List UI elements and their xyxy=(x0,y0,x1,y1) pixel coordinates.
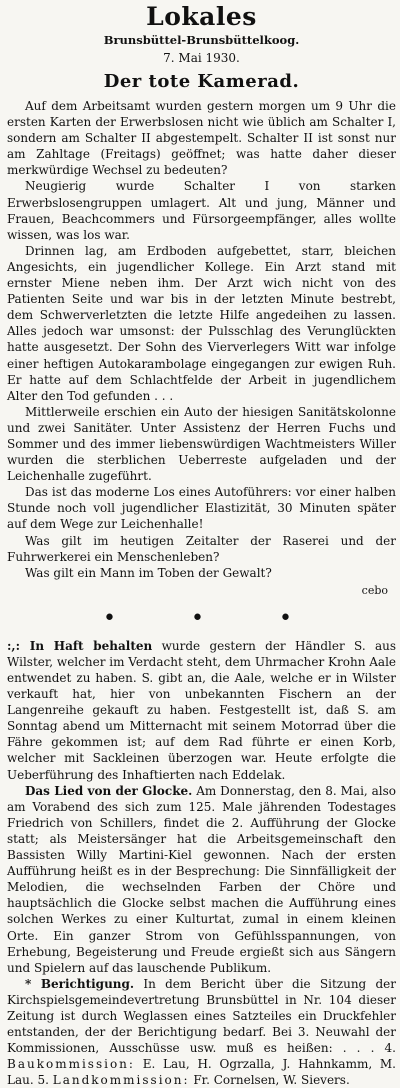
article-paragraph: Auf dem Arbeitsamt wurden gestern morgen um 9 Uhr die ersten Karten der Erwerbslosen nicht wie üblich am Schalter I, sondern am Schalter II abgestempelt. Schalter II ist sonst nur am Zahltage (Freitags) geöffnet; was hatte daher dieser merkwürdige Wechsel zu bedeuten? xyxy=(7,99,396,178)
news-text: Fr. Cornelsen, W. Sievers. xyxy=(189,1073,350,1088)
section-title: Lokales xyxy=(146,2,257,31)
article-paragraph: Was gilt ein Mann im Toben der Gewalt? xyxy=(25,565,272,580)
masthead xyxy=(7,3,396,65)
news-text: In dem Bericht über die Sitzung der Kirchspielsgemeindevertretung Brunsbüttel in Nr. 104 dieser Zeitung ist durch Weglassen eines Satzteiles ein Druckfehler entstanden, der der Berichtigung bedarf. Bei 3. Neuwahl der Kommissionen, Ausschüsse usw. muß es heißen: . . . 4. xyxy=(7,976,396,1056)
article-paragraph: Was gilt im heutigen Zeitalter der Raserei und der Fuhrwerkerei ein Menschenleben? xyxy=(7,533,396,564)
label-landkommission: Landkommission: xyxy=(52,1073,190,1088)
local-news xyxy=(7,638,396,1088)
author-signature: cebo xyxy=(361,583,388,597)
news-text: E. Lau, H. Ogrzalla, J. Hahnkamm, M. Lau. 5. xyxy=(7,1057,396,1088)
article-paragraph: Das ist das moderne Los eines Autoführers: vor einer halben Stunde noch voll jugendlicher Elastizität, 30 Minuten später auf dem Wege zur Leichenhalle! xyxy=(7,485,396,532)
news-lead: * Berichtigung. xyxy=(25,976,135,991)
label-baukommission: Baukommission: xyxy=(7,1057,135,1072)
issue-date: 7. Mai 1930. xyxy=(163,51,240,65)
section-subtitle: Brunsbüttel-Brunsbüttelkoog. xyxy=(103,33,300,47)
news-text: Am Donnerstag, den 8. Mai, also am Vorabend des sich zum 125. Male jährenden Todestages Friedrich von Schillers, findet die 2. Aufführung der Glocke statt; als Meistersänger hat die Arbeitsgemeinschaft den Bassisten Willy Martini-Kiel gewonnen. Nach der ersten Aufführung heißt es in der Besprechung: Die Sinnfälligkeit der Melodien, die wechselnden Farben der Chöre und hauptsächlich die Glocke selbst machen die Aufführung eines solchen Werkes zu einer Kulturtat, zumal in einem kleinen Orte. Ein ganzer Strom von Gefühlsspannungen, von Erhebung, Begeisterung und Freude ergießt sich aus Sängern und Spielern auf das lauschende Publikum. xyxy=(7,783,396,975)
news-item-glocke xyxy=(7,783,396,976)
article-headline: Der tote Kamerad. xyxy=(103,71,300,92)
news-lead: Das Lied von der Glocke. xyxy=(25,783,193,798)
article-body xyxy=(7,98,396,581)
article-paragraph: Neugierig wurde Schalter I von starken Erwerbslosengruppen umlagert. Alt und jung, Männer und Frauen, Beachcommers und Fürsorgeempfänger, alles wollte wissen, was los war. xyxy=(7,179,396,242)
news-item-berichtigung xyxy=(7,976,396,1088)
article-paragraph: Drinnen lag, am Erdboden aufgebettet, starr, bleichen Angesichts, ein jugendlicher Kollege. Ein Arzt stand mit ernster Miene neben ihm. Der Arzt wich nicht von des Patienten Seite und war bis in der letzten Minute bestrebt, dem Schwerverletzten die letzte Hilfe angedeihen zu lassen. Alles jedoch war umsonst: der Pulsschlag des Verunglückten hatte ausgesetzt. Der Sohn des Vierverlegers Witt war infolge einer heftigen Autokarambolage eingegangen zur ewigen Ruh. Er hatte auf dem Schlachtfelde der Arbeit in jugendlichem Alter den Tod gefunden . . . xyxy=(7,243,396,403)
separator-dots: • • • xyxy=(103,605,326,631)
newspaper-page xyxy=(0,2,400,1088)
news-lead: :,: In Haft behalten xyxy=(7,638,153,653)
article-paragraph: Mittlerweile erschien ein Auto der hiesigen Sanitätskolonne und zwei Sanitäter. Unter Assistenz der Herren Fuchs und Sommer und des immer liebenswürdigen Wachtmeisters Willer wurden die sterblichen Ueberreste aufgeladen und der Leichenhalle zugeführt. xyxy=(7,404,396,484)
news-item-haft xyxy=(7,638,396,783)
news-text: wurde gestern der Händler S. aus Wilster, welcher im Verdacht steht, dem Uhrmacher Krohn Aale entwendet zu haben. S. gibt an, die Aale, welche er in Wilster verkauft hat, hier von unbekannten Fischern an der Langenreihe gekauft zu haben. Festgestellt ist, daß S. am Sonntag abend um Mitternacht mit seinem Motorrad über die Fähre gekommen ist; auf dem Rad führte er einen Korb, welcher mit Sackleinen überzogen war. Heute erfolgte die Ueberführung des Inhaftierten nach Eddelak. xyxy=(7,638,397,782)
